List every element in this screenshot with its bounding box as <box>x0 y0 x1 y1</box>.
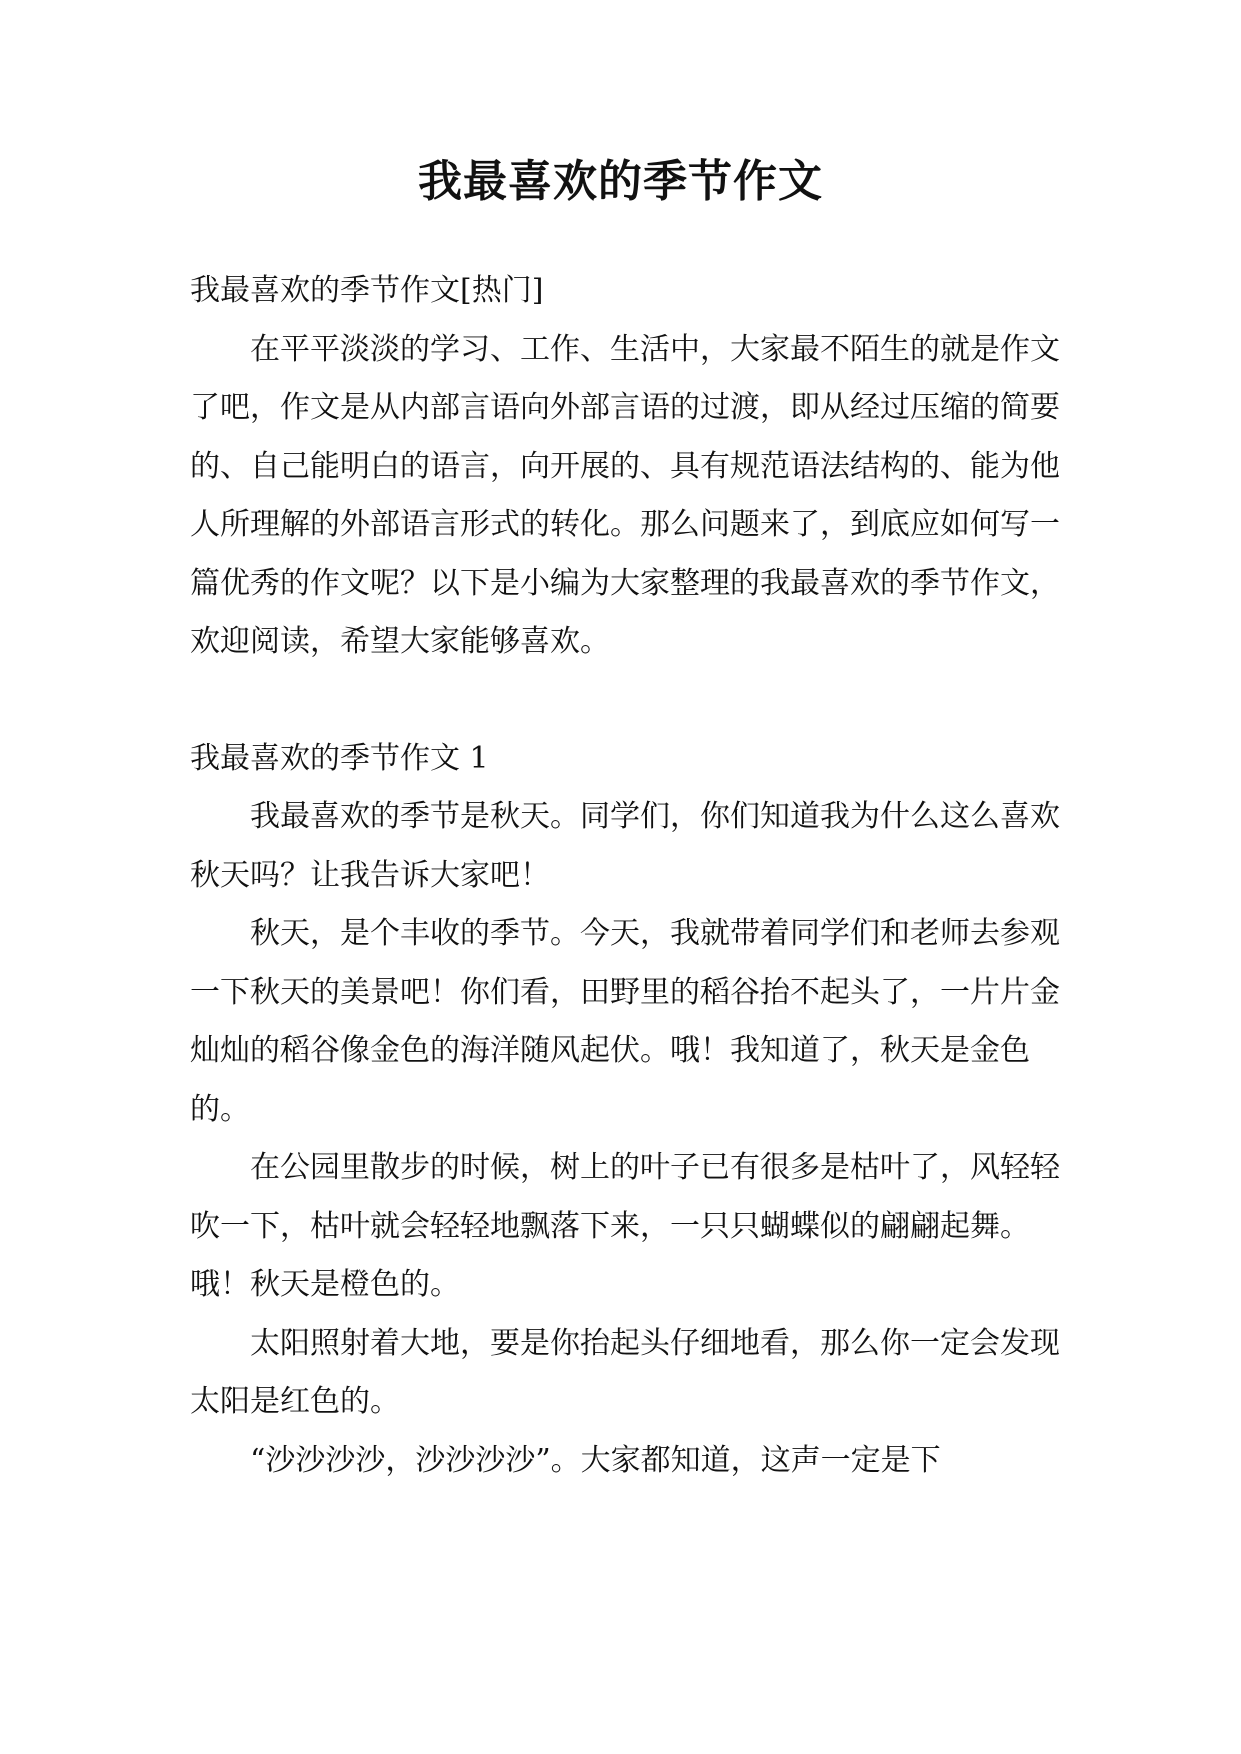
intro-paragraph: 在平平淡淡的学习、工作、生活中，大家最不陌生的就是作文了吧，作文是从内部言语向外部言语的过渡，即从经过压缩的简要的、自己能明白的语言，向开展的、具有规范语法结构的、能为他人所理解的外部语言形式的转化。那么问题来了，到底应如何写一篇优秀的作文呢？以下是小编为大家整理的我最喜欢的季节作文，欢迎阅读，希望大家能够喜欢。 <box>190 331 1060 659</box>
body-paragraph: 在公园里散步的时候，树上的叶子已有很多是枯叶了，风轻轻吹一下，枯叶就会轻轻地飘落下来，一只只蝴蝶似的翩翩起舞。哦！秋天是橙色的。 <box>190 1150 1060 1302</box>
section-spacer <box>190 672 1060 730</box>
document-subtitle: 我最喜欢的季节作文[热门] <box>190 273 544 308</box>
body-paragraph: 我最喜欢的季节是秋天。同学们，你们知道我为什么这么喜欢秋天吗？让我告诉大家吧！ <box>190 799 1060 893</box>
body-paragraph: 秋天，是个丰收的季节。今天，我就带着同学们和老师去参观一下秋天的美景吧！你们看，田野里的稻谷抬不起头了，一片片金灿灿的稻谷像金色的海洋随风起伏。哦！我知道了，秋天是金色的。 <box>190 916 1060 1127</box>
document-title: 我最喜欢的季节作文 <box>418 156 823 207</box>
body-paragraph: “沙沙沙沙，沙沙沙沙”。大家都知道，这声一定是下 <box>250 1442 941 1478</box>
section-heading: 我最喜欢的季节作文 1 <box>190 740 489 776</box>
document-body <box>190 262 1060 1490</box>
body-paragraph: 太阳照射着大地，要是你抬起头仔细地看，那么你一定会发现太阳是红色的。 <box>190 1325 1060 1419</box>
